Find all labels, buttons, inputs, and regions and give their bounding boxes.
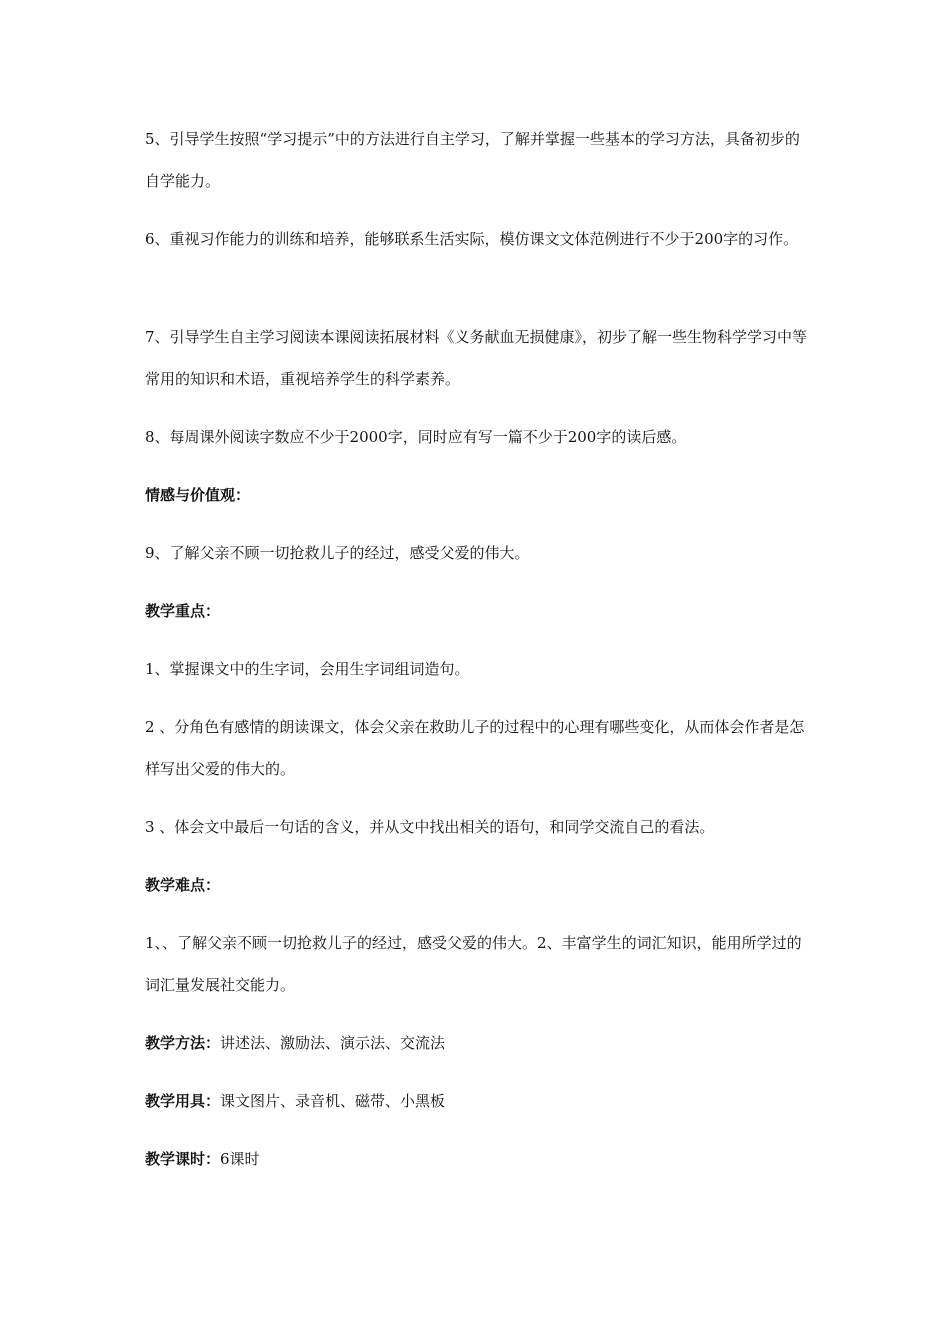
teaching-tools-value: 课文图片、录音机、磁带、小黑板 [220, 1092, 446, 1110]
teaching-hours-value: 6课时 [220, 1150, 260, 1168]
heading-emotion-values: 情感与价值观： [145, 486, 251, 504]
objective-8: 8、每周课外阅读字数应不少于2000字，同时应有写一篇不少于200字的读后感。 [145, 428, 687, 446]
teaching-method [145, 1022, 810, 1064]
teaching-hours-label: 教学课时： [145, 1150, 221, 1168]
objective-6: 6、重视习作能力的训练和培养，能够联系生活实际，模仿课文文体范例进行不少于200字的习作。 [145, 230, 799, 248]
teaching-hours [145, 1138, 810, 1180]
objective-5: 5、引导学生按照“学习提示”中的方法进行自主学习，了解并掌握一些基本的学习方法，具备初步的自学能力。 [145, 130, 800, 190]
objective-9: 9、了解父亲不顾一切抢救儿子的经过，感受父爱的伟大。 [145, 544, 530, 562]
objective-7: 7、引导学生自主学习阅读本课阅读拓展材料《义务献血无损健康》，初步了解一些生物科学学习中等常用的知识和术语，重视培养学生的科学素养。 [145, 328, 808, 388]
teaching-tools-label: 教学用具： [145, 1092, 221, 1110]
key-point-3: 3 、体会文中最后一句话的含义，并从文中找出相关的语句，和同学交流自己的看法。 [145, 818, 715, 836]
heading-teaching-key: 教学重点： [145, 602, 221, 620]
heading-teaching-difficult: 教学难点： [145, 876, 221, 894]
difficult-point-1: 1、、了解父亲不顾一切抢救儿子的经过，感受父爱的伟大。2、丰富学生的词汇知识，能用所学过的词汇量发展社交能力。 [145, 934, 802, 994]
teaching-method-value: 讲述法、激励法、演示法、交流法 [220, 1034, 446, 1052]
key-point-2: 2 、分角色有感情的朗读课文，体会父亲在救助儿子的过程中的心理有哪些变化，从而体会作者是怎样写出父爱的伟大的。 [145, 718, 805, 778]
teaching-tools [145, 1080, 810, 1122]
teaching-method-label: 教学方法： [145, 1034, 221, 1052]
key-point-1: 1、掌握课文中的生字词，会用生字词组词造句。 [145, 660, 470, 678]
